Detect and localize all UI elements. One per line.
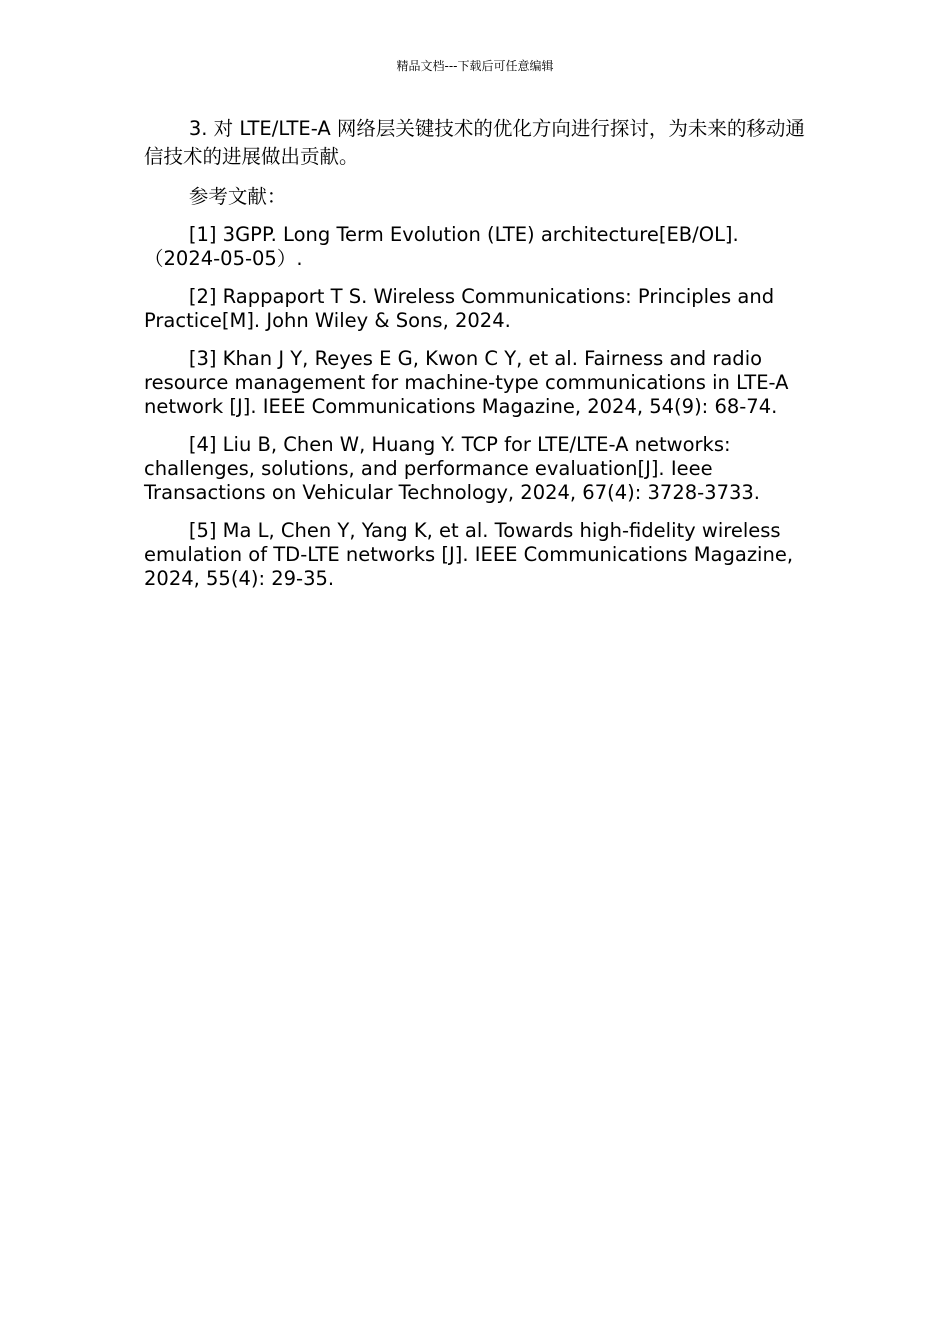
reference-item-1: [1] 3GPP. Long Term Evolution (LTE) architecture[EB/OL].（2024-05-05）. — [144, 223, 739, 270]
document-body — [144, 115, 806, 605]
references-heading: 参考文献： — [188, 185, 287, 208]
body-paragraph-point-3: 3. 对 LTE/LTE-A 网络层关键技术的优化方向进行探讨，为未来的移动通信技术的进展做出贡献。 — [144, 117, 805, 168]
page-header: 精品文档---下载后可任意编辑 — [396, 59, 554, 73]
reference-item-3: [3] Khan J Y, Reyes E G, Kwon C Y, et al. Fairness and radio resource management for machine-type communications in LTE-A network [J]. IEEE Communications Magazine, 2024, 54(9): 68-74. — [144, 347, 789, 418]
reference-item-4: [4] Liu B, Chen W, Huang Y. TCP for LTE/LTE-A networks: challenges, solutions, and performance evaluation[J]. Ieee Transactions on Vehicular Technology, 2024, 67(4): 3728-3733. — [144, 433, 761, 504]
reference-item-5: [5] Ma L, Chen Y, Yang K, et al. Towards high-fidelity wireless emulation of TD-LTE networks [J]. IEEE Communications Magazine, 2024, 55(4): 29-35. — [144, 519, 794, 590]
reference-item-2: [2] Rappaport T S. Wireless Communications: Principles and Practice[M]. John Wiley & Sons, 2024. — [144, 285, 775, 332]
